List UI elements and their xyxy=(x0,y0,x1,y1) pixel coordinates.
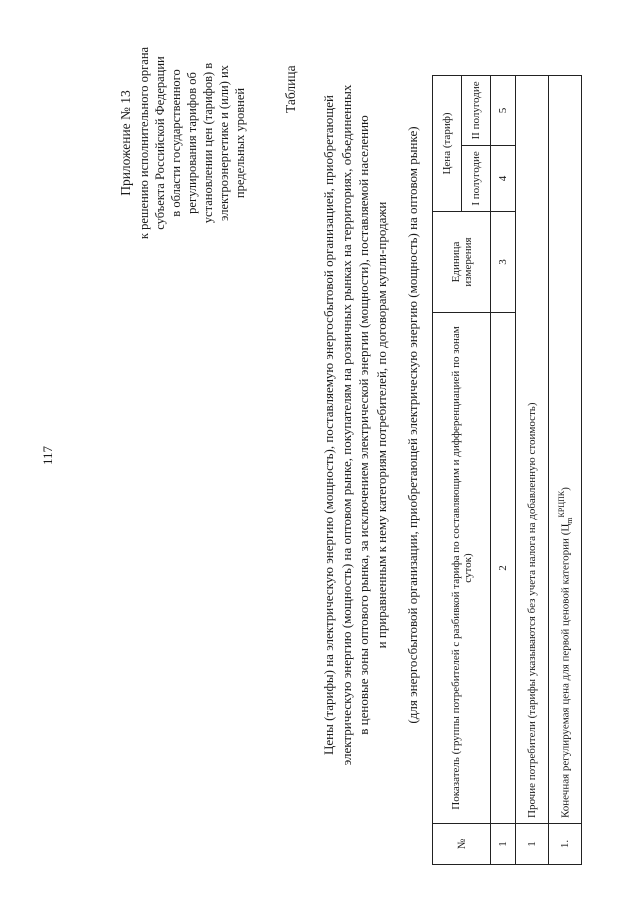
formula-superscript: КРЦПК xyxy=(556,490,566,518)
heading-line: в ценовые зоны оптового рынка, за исключением электрической энергии (мощности), поставляемой населению xyxy=(356,115,371,735)
header-unit: Единица измерения xyxy=(433,212,491,313)
row-text: Конечная регулируемая цена для первой ценовой категории (Ц xyxy=(559,523,572,818)
tariff-table xyxy=(432,75,582,865)
heading-line: Цены (тарифы) на электрическую энергию (мощность), поставляемую энергосбытовой организацией, приобретающей xyxy=(321,94,336,756)
row-text-formula xyxy=(549,76,582,824)
row-num: 1 xyxy=(516,824,549,865)
appendix-line: к решению исполнительного органа xyxy=(137,46,151,240)
row-num: 1. xyxy=(549,824,582,865)
index-cell: 4 xyxy=(491,145,516,211)
formula-tail: ) xyxy=(559,487,572,491)
appendix-title: Приложение № 13 xyxy=(118,90,133,196)
header-half2: II полугодие xyxy=(462,76,491,146)
table-row xyxy=(516,76,549,865)
appendix-line: в области государственного xyxy=(169,69,183,217)
header-num: № xyxy=(433,824,491,865)
heading-line: электрическую энергию (мощность) на оптовом рынке, покупателям на розничных рынках на территориях, объединенных xyxy=(338,84,354,766)
index-cell: 3 xyxy=(491,212,516,313)
table-index-row xyxy=(491,76,516,865)
appendix-line: субъекта Российской Федерации xyxy=(153,56,167,230)
index-cell: 2 xyxy=(491,313,516,824)
row-text: Прочие потребители (тарифы указываются без учета налога на добавленную стоимость) xyxy=(516,76,549,824)
table-row xyxy=(549,76,582,865)
page-number: 117 xyxy=(40,445,55,465)
document-heading xyxy=(320,35,390,815)
appendix-block xyxy=(118,43,248,243)
appendix-line: регулирования тарифов об xyxy=(185,72,199,214)
header-half1: I полугодие xyxy=(462,145,491,211)
appendix-line: предельных уровней xyxy=(233,87,247,199)
appendix-line: электроэнергетике и (или) их xyxy=(217,65,231,221)
table-caption: Таблица xyxy=(283,65,298,113)
appendix-line: установлении цен (тарифов) в xyxy=(201,62,215,224)
table-header-row xyxy=(433,76,462,865)
document-subheading: (для энергосбытовой организации, приобретающей электрическую энергию (мощность) на оптовом рынке) xyxy=(405,126,420,724)
formula-subscript: m xyxy=(564,517,574,524)
index-cell: 5 xyxy=(491,76,516,146)
heading-line: и приравненным к нему категориям потребителей, по договорам купли-продажи xyxy=(373,201,389,649)
header-price: Цена (тариф) xyxy=(433,76,462,212)
index-cell: 1 xyxy=(491,824,516,865)
header-indicator: Показатель (группы потребителей с разбивкой тарифа по составляющим и дифференциацией по зонам суток) xyxy=(433,313,491,824)
